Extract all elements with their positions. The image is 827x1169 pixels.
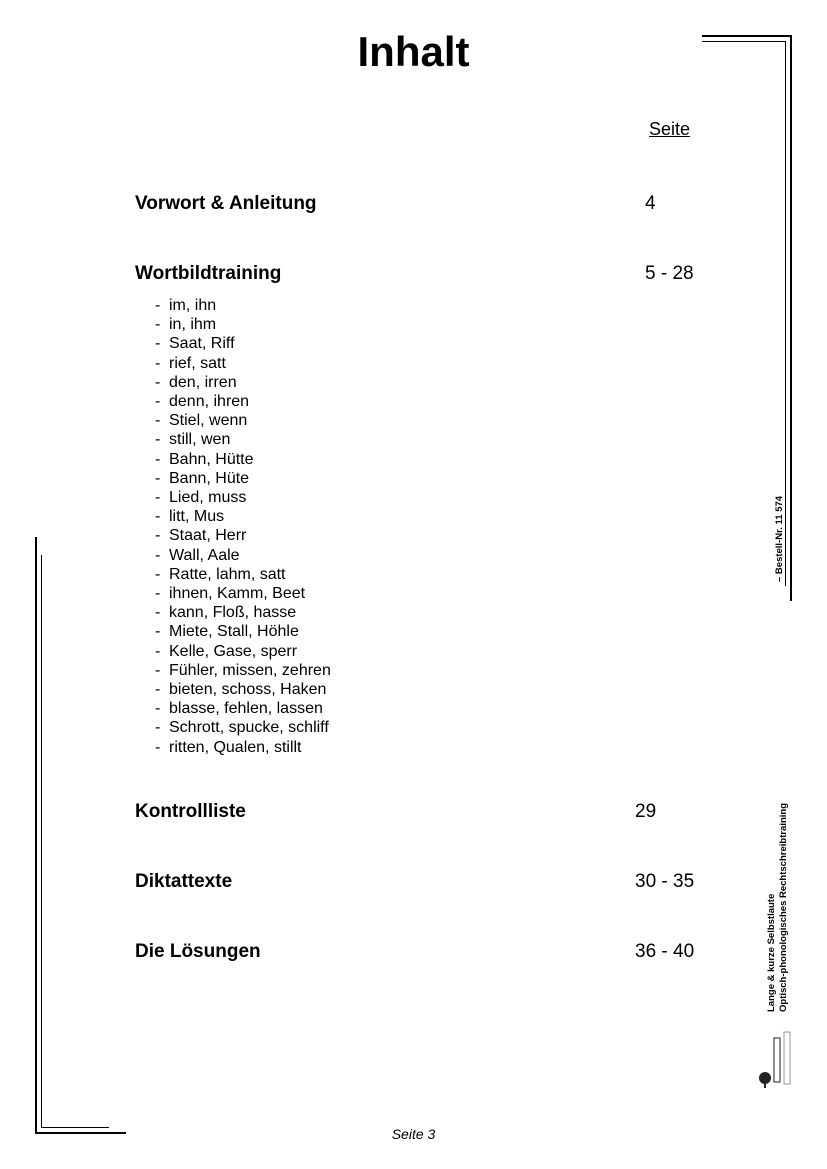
wortbild-item: [155, 469, 331, 488]
wortbild-item: [155, 354, 331, 373]
list-dash: -: [155, 412, 161, 430]
wortbild-item-label: litt, Mus: [169, 508, 225, 526]
wortbild-item: [155, 296, 331, 315]
list-dash: -: [155, 354, 161, 372]
wortbild-item: [155, 392, 331, 411]
toc-section-kontroll: Kontrollliste: [135, 801, 246, 822]
list-dash: -: [155, 719, 161, 737]
list-dash: -: [155, 681, 161, 699]
wortbild-item-label: Lied, muss: [169, 489, 247, 507]
wortbild-item: [155, 373, 331, 392]
list-dash: -: [155, 508, 161, 526]
toc-section-loesungen: Die Lösungen: [135, 941, 261, 962]
wortbild-item: [155, 603, 331, 622]
wortbild-item-list: [155, 296, 331, 757]
wortbild-item-label: Ratte, lahm, satt: [169, 565, 286, 583]
list-dash: -: [155, 604, 161, 622]
wortbild-item: [155, 584, 331, 603]
wortbild-item: [155, 699, 331, 718]
toc-page-diktat: 30 - 35: [635, 871, 695, 892]
list-dash: -: [155, 450, 161, 468]
frame-line-left: [35, 537, 37, 1134]
list-dash: -: [155, 527, 161, 545]
toc-page-kontroll: 29: [635, 801, 657, 822]
wortbild-item: [155, 315, 331, 334]
list-dash: -: [155, 335, 161, 353]
toc-section-diktat: Diktattexte: [135, 871, 233, 892]
wortbild-item-label: still, wen: [169, 431, 231, 449]
list-dash: -: [155, 585, 161, 603]
list-dash: -: [155, 700, 161, 718]
wortbild-item: [155, 411, 331, 430]
wortbild-item-label: rief, satt: [169, 354, 226, 372]
list-dash: -: [155, 489, 161, 507]
side-caption-order-number: – Bestell-Nr. 11 574: [774, 495, 785, 582]
wortbild-item: [155, 565, 331, 584]
wortbild-item: [155, 622, 331, 641]
list-dash: -: [155, 546, 161, 564]
list-dash: -: [155, 469, 161, 487]
toc-page-wortbild: 5 - 28: [645, 263, 694, 284]
toc-section-vorwort: Vorwort & Anleitung: [135, 193, 317, 214]
wortbild-item: [155, 661, 331, 680]
wortbild-item-label: in, ihm: [169, 316, 217, 334]
wortbild-item: [155, 546, 331, 565]
list-dash: -: [155, 393, 161, 411]
wortbild-item: [155, 680, 331, 699]
list-dash: -: [155, 316, 161, 334]
wortbild-item: [155, 450, 331, 469]
side-caption-subtitle: Optisch-phonologisches Rechtschreibtraining: [778, 802, 789, 1012]
wortbild-item-label: im, ihn: [169, 297, 217, 314]
wortbild-item-label: blasse, fehlen, lassen: [169, 700, 323, 718]
frame-line-right: [790, 35, 792, 601]
wortbild-item-label: Bann, Hüte: [169, 469, 250, 487]
wortbild-item-label: Stiel, wenn: [169, 412, 248, 430]
toc-page-vorwort: 4: [645, 193, 656, 214]
page-footer: Seite 3: [391, 1126, 436, 1142]
wortbild-item-label: kann, Floß, hasse: [169, 604, 297, 622]
wortbild-item: [155, 738, 331, 757]
wortbild-item-label: Staat, Herr: [169, 527, 247, 545]
wortbild-item: [155, 526, 331, 545]
wortbild-item-label: bieten, schoss, Haken: [169, 681, 327, 699]
wortbild-item: [155, 334, 331, 353]
wortbild-item-label: Kelle, Gase, sperr: [169, 642, 298, 660]
wortbild-item-label: Saat, Riff: [169, 335, 235, 353]
wortbild-item-label: ritten, Qualen, stillt: [169, 738, 302, 756]
wortbild-item: [155, 507, 331, 526]
wortbild-item-label: ihnen, Kamm, Beet: [169, 585, 306, 603]
publisher-logo-icon: [756, 1030, 796, 1090]
wortbild-item-label: Wall, Aale: [169, 546, 240, 564]
wortbild-item: [155, 718, 331, 737]
list-dash: -: [155, 431, 161, 449]
wortbild-item: [155, 488, 331, 507]
wortbild-item-label: Fühler, missen, zehren: [169, 661, 331, 679]
page-column-header: Seite: [649, 119, 691, 139]
wortbild-item-label: Bahn, Hütte: [169, 450, 254, 468]
toc-page-loesungen: 36 - 40: [635, 941, 695, 962]
toc-section-wortbild: Wortbildtraining: [135, 263, 282, 284]
list-dash: -: [155, 738, 161, 756]
list-dash: -: [155, 623, 161, 641]
wortbild-item-label: Miete, Stall, Höhle: [169, 623, 299, 641]
wortbild-item-label: den, irren: [169, 373, 237, 391]
side-caption-title: Lange & kurze Selbstlaute: [766, 893, 777, 1012]
wortbild-item-label: denn, ihren: [169, 393, 250, 411]
page-title: Inhalt: [357, 28, 470, 75]
list-dash: -: [155, 297, 161, 314]
wortbild-item-label: Schrott, spucke, schliff: [169, 719, 329, 737]
wortbild-item: [155, 430, 331, 449]
list-dash: -: [155, 565, 161, 583]
frame-line-left-inner: [41, 555, 42, 1128]
list-dash: -: [155, 642, 161, 660]
list-dash: -: [155, 661, 161, 679]
list-dash: -: [155, 373, 161, 391]
side-caption: [766, 495, 790, 1012]
wortbild-item: [155, 642, 331, 661]
